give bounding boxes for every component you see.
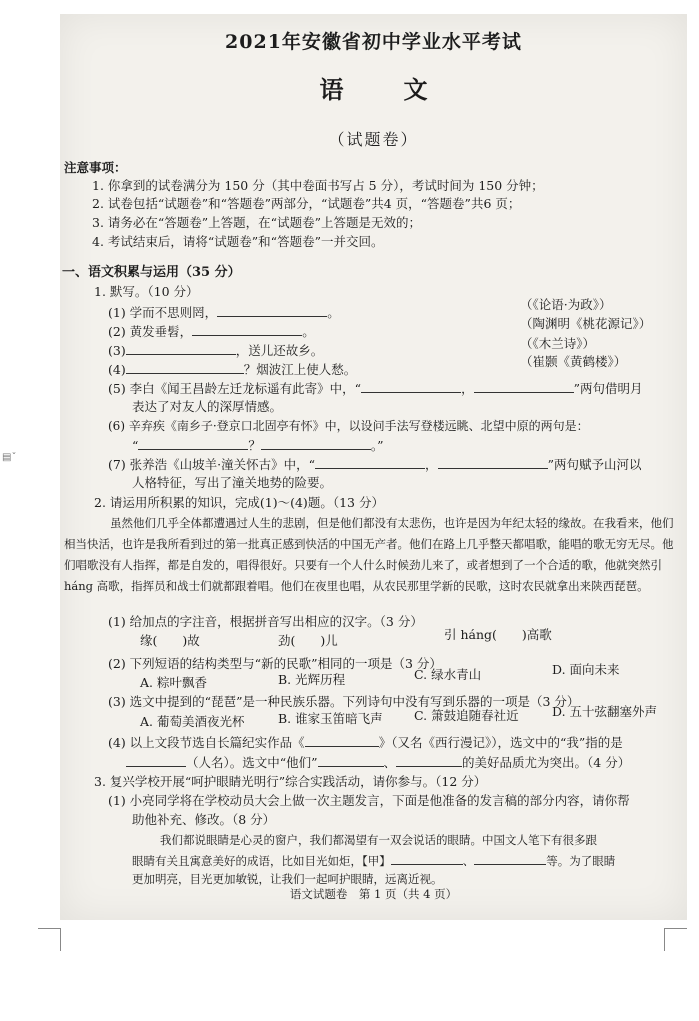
answer-blank[interactable] [318,754,384,767]
answer-blank[interactable] [217,304,327,317]
exam-page-scan [60,14,687,920]
page-footer: 语文试题卷 第 1 页（共 4 页） [289,887,458,901]
answer-blank[interactable] [126,342,236,355]
crop-mark-right [664,928,687,951]
q2-sub-2-opt-a: A. 粽叶飘香 [140,675,207,690]
q1-source-3: （《木兰诗》） [520,336,596,351]
q1-source-2: （陶渊明《桃花源记》） [520,316,652,331]
q2-passage: 虽然他们几乎全体都遭遇过人生的悲剧，但是他们都没有太悲伤，也许是因为年纪太轻的缘故。在我看来，他们相当快活，也许是我所看到过的第一批真正感到快活的中国无产者。他们在路上几乎整天都唱歌，能唱的歌无穷无尽。他们唱歌没有人指挥，都是自发的，唱得很好。只要有一个人什么时候劲儿来了，或者想到了一个合适的歌，他就突然引 háng 高歌，指挥员和战士们就都跟着唱。他们在夜里也唱，从农民那里学新的民歌，这时农民就拿出来陕西琵琶。 [64,516,674,593]
q1-line-7-cont: 人格特征，写出了潼关地势的险要。 [132,475,333,490]
q2-sub-1-c: 引 háng( )高歌 [444,627,552,642]
q1-line-2: (2) 黄发垂髫， 。 [108,324,315,339]
answer-blank[interactable] [361,380,461,393]
q3-sub-1: (1) 小亮同学将在学校动员大会上做一次主题发言，下面是他准备的发言稿的部分内容，请你帮 [108,793,630,808]
q1-line-1: (1) 学而不思则罔， 。 [108,305,340,320]
q1-line-6: (6) 辛弃疾《南乡子·登京口北固亭有怀》中，以设问手法写登楼远眺、北望中原的两句是： [108,419,589,433]
q2-sub-3-opt-c: C. 箫鼓追随春社近 [414,708,519,723]
margin-mark-icon: ▤ˇ [2,452,17,463]
answer-blank[interactable] [305,734,379,747]
answer-blank[interactable] [126,361,244,374]
answer-blank[interactable] [138,437,248,450]
exam-subject: 语文 [319,75,488,104]
answer-blank[interactable] [126,754,186,767]
q2-heading: 2. 请运用所积累的知识，完成(1)～(4)题。（13 分） [94,495,384,510]
answer-blank[interactable] [396,754,462,767]
q3-speech-line-2: 眼睛有关且寓意美好的成语，比如目光如炬，【甲】 、 等。为了眼睛 [132,854,616,868]
answer-blank[interactable] [474,852,546,865]
answer-blank-jia[interactable] [391,852,463,865]
q2-sub-1: (1) 给加点的字注音，根据拼音写出相应的汉字。（3 分） [108,614,423,629]
q2-sub-2-opt-d: D. 面向未来 [552,662,620,677]
q2-sub-3: (3) 选文中提到的“琵琶”是一种民族乐器。下列诗句中没有写到乐器的一项是（3 分） [108,694,580,709]
q2-sub-2-opt-c: C. 绿水青山 [414,667,482,682]
note-item-1: 1. 你拿到的试卷满分为 150 分（其中卷面书写占 5 分），考试时间为 150 分钟； [92,178,544,193]
section-1-heading: 一、语文积累与运用（35 分） [62,265,241,280]
note-item-4: 4. 考试结束后，请将“试题卷”和“答题卷”一并交回。 [92,234,384,249]
q1-heading: 1. 默写。（10 分） [94,284,199,299]
q1-source-4: （崔颢《黄鹤楼》） [520,354,627,369]
note-item-2: 2. 试卷包括“试题卷”和“答题卷”两部分，“试题卷”共4 页，“答题卷”共6 页； [92,196,521,211]
q1-line-4: (4) ？烟波江上使人愁。 [108,362,357,377]
answer-blank[interactable] [261,437,371,450]
notes-heading: 注意事项： [64,160,127,175]
q1-line-5-cont: 表达了对友人的深厚情感。 [132,399,283,414]
q3-speech-line-1: 我们都说眼睛是心灵的窗户，我们都渴望有一双会说话的眼睛。中国文人笔下有很多跟 [160,833,597,847]
q1-line-3: (3) ，送儿还故乡。 [108,343,324,358]
q3-speech-line-3: 更加明亮，目光更加敏锐，让我们一起呵护眼睛，远离近视。 [132,872,443,886]
answer-blank[interactable] [192,323,302,336]
q2-sub-3-opt-b: B. 谁家玉笛暗飞声 [278,711,383,726]
left-margin [0,0,60,1021]
q1-line-5: (5) 李白《闻王昌龄左迁龙标遥有此寄》中，“ ， ”两句借明月 [108,381,643,396]
q1-line-7: (7) 张养浩《山坡羊·潼关怀古》中，“ ， ”两句赋予山河以 [108,457,642,472]
answer-blank[interactable] [438,456,548,469]
q1-line-6-cont: “ ？ 。” [132,438,384,453]
q2-sub-1-a: 缘( )故 [140,633,200,648]
answer-blank[interactable] [315,456,425,469]
answer-blank[interactable] [474,380,574,393]
crop-mark-left [38,928,61,951]
q2-sub-2: (2) 下列短语的结构类型与“新的民歌”相同的一项是（3 分） [108,656,442,671]
q2-sub-3-opt-a: A. 葡萄美酒夜光杯 [140,714,245,729]
exam-paper-type: （试题卷） [328,130,419,149]
q3-heading: 3. 复兴学校开展“呵护眼睛光明行”综合实践活动，请你参与。（12 分） [94,774,487,789]
q2-sub-3-opt-d: D. 五十弦翻塞外声 [552,704,658,719]
q2-sub-1-b: 劲( )儿 [278,633,338,648]
q2-sub-4: (4) 以上文段节选自长篇纪实作品《 》（又名《西行漫记》），选文中的“我”指的是 [108,735,623,750]
q2-sub-2-opt-b: B. 光辉历程 [278,672,346,687]
note-item-3: 3. 请务必在“答题卷”上答题，在“试题卷”上答题是无效的； [92,215,421,230]
q1-source-1: （《论语·为政》） [520,297,612,312]
exam-title: 2021年安徽省初中学业水平考试 [225,31,522,53]
q3-sub-1-cont: 助他补充、修改。（8 分） [132,812,276,827]
q2-sub-4-cont: （人名）。选文中“他们” 、 的美好品质尤为突出。（4 分） [126,754,630,771]
